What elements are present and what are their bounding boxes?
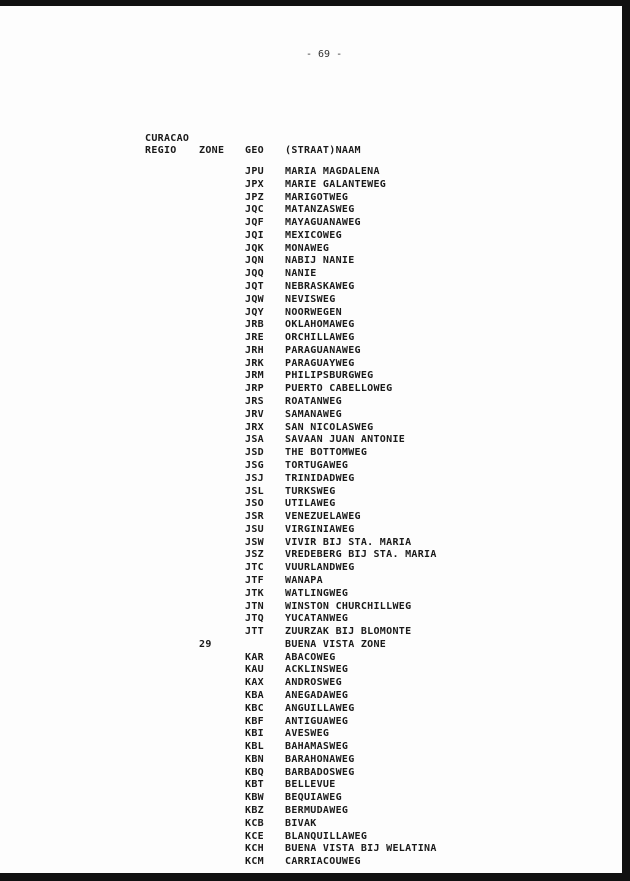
geo-code-cell: JQY xyxy=(245,306,264,318)
header-zone: ZONE xyxy=(199,145,225,156)
street-name-cell: VUURLANDWEG xyxy=(285,562,355,574)
geo-code-cell: JRK xyxy=(245,357,264,369)
geo-code-cell: JQC xyxy=(245,204,264,216)
geo-code-cell: JSL xyxy=(245,485,264,497)
street-name-cell: ANTIGUAWEG xyxy=(285,715,349,727)
geo-code-cell: JSW xyxy=(245,536,264,548)
street-name-cell: MATANZASWEG xyxy=(285,204,355,216)
street-name-cell: TORTUGAWEG xyxy=(285,459,349,471)
geo-code-cell: JRB xyxy=(245,319,264,331)
street-name-cell: MARIGOTWEG xyxy=(285,191,349,203)
geo-code-cell: KAX xyxy=(245,677,264,689)
geo-code-cell: JRE xyxy=(245,332,264,344)
street-name-cell: BARBADOSWEG xyxy=(285,766,355,778)
street-name-cell: VIVIR BIJ STA. MARIA xyxy=(285,536,412,548)
street-name-cell: THE BOTTOMWEG xyxy=(285,447,368,459)
geo-code-cell: KCB xyxy=(245,817,264,829)
geo-code-cell: KBN xyxy=(245,753,264,765)
street-name-cell: WATLINGWEG xyxy=(285,587,349,599)
street-name-cell: BERMUDAWEG xyxy=(285,805,349,816)
street-name-cell: PARAGUAYWEG xyxy=(285,357,355,369)
street-name-cell: ANDROSWEG xyxy=(285,677,342,689)
document-page xyxy=(0,6,622,873)
geo-code-cell: KBI xyxy=(245,728,264,740)
street-name-cell: WANAPA xyxy=(285,574,323,586)
geo-code-cell: KAR xyxy=(245,651,264,663)
geo-code-cell: JQF xyxy=(245,217,264,229)
street-name-cell: BIVAK xyxy=(285,817,317,829)
street-name-cell: VIRGINIAWEG xyxy=(285,523,355,535)
geo-code-cell: JTC xyxy=(245,562,264,574)
street-name-cell: CARRIACOUWEG xyxy=(285,856,361,868)
zone-cell: 29 xyxy=(199,638,212,650)
geo-code-cell: KBL xyxy=(245,741,264,753)
street-name-cell: PUERTO CABELLOWEG xyxy=(285,383,393,395)
street-name-cell: NOORWEGEN xyxy=(285,306,342,318)
geo-code-cell: JQN xyxy=(245,255,264,267)
street-name-cell: NEBRASKAWEG xyxy=(285,281,355,293)
street-name-cell: BUENA VISTA ZONE xyxy=(285,638,387,650)
geo-code-cell: JSJ xyxy=(245,472,264,484)
geo-code-cell: JQT xyxy=(245,281,264,293)
geo-code-cell: KAU xyxy=(245,664,264,676)
geo-code-cell: JSZ xyxy=(245,549,264,561)
geo-code-cell: JTF xyxy=(245,574,264,586)
street-name-cell: MAYAGUANAWEG xyxy=(285,217,361,229)
street-name-cell: NABIJ NANIE xyxy=(285,255,355,267)
geo-code-cell: KBQ xyxy=(245,766,264,778)
geo-code-cell: JSA xyxy=(245,434,264,446)
street-name-cell: ANGUILLAWEG xyxy=(285,702,355,714)
street-name-cell: BEQUIAWEG xyxy=(285,792,342,804)
geo-code-cell: JQK xyxy=(245,242,264,254)
geo-code-cell: KBT xyxy=(245,779,264,791)
geo-code-cell: KBF xyxy=(245,715,264,727)
street-name-cell: VENEZUELAWEG xyxy=(285,511,361,523)
geo-code-cell: JQI xyxy=(245,229,264,241)
street-name-cell: ZUURZAK BIJ BLOMONTE xyxy=(285,626,412,638)
geo-code-cell: JQW xyxy=(245,293,264,305)
geo-code-cell: KBZ xyxy=(245,805,264,816)
street-name-cell: ORCHILLAWEG xyxy=(285,332,355,344)
street-name-cell: BARAHONAWEG xyxy=(285,753,355,765)
geo-code-cell: JQQ xyxy=(245,268,264,280)
street-name-cell: AVESWEG xyxy=(285,728,330,740)
geo-code-cell: JRS xyxy=(245,396,264,408)
header-naam: (STRAAT)NAAM xyxy=(285,145,361,156)
region-title: CURACAO xyxy=(145,133,190,144)
geo-code-cell: JRV xyxy=(245,408,264,420)
geo-code-cell: JTT xyxy=(245,626,264,638)
header-regio: REGIO xyxy=(145,145,177,156)
street-name-cell: SAN NICOLASWEG xyxy=(285,421,374,433)
geo-code-cell: JTQ xyxy=(245,613,264,625)
geo-code-cell: KCM xyxy=(245,856,264,868)
street-name-cell: MARIE GALANTEWEG xyxy=(285,178,387,190)
geo-code-cell: JTN xyxy=(245,600,264,612)
street-name-cell: NANIE xyxy=(285,268,317,280)
street-name-cell: ANEGADAWEG xyxy=(285,689,349,701)
street-name-cell: MONAWEG xyxy=(285,242,330,254)
street-name-cell: MEXICOWEG xyxy=(285,229,342,241)
geo-code-cell: JSU xyxy=(245,523,264,535)
geo-code-cell: KCE xyxy=(245,830,264,842)
street-name-cell: TRINIDADWEG xyxy=(285,472,355,484)
geo-code-cell: KBC xyxy=(245,702,264,714)
geo-code-cell: KBW xyxy=(245,792,264,804)
street-name-cell: PHILIPSBURGWEG xyxy=(285,370,374,382)
geo-code-cell: JRH xyxy=(245,344,264,356)
street-name-cell: BUENA VISTA BIJ WELATINA xyxy=(285,843,437,855)
street-name-cell: TURKSWEG xyxy=(285,485,336,497)
street-name-cell: YUCATANWEG xyxy=(285,613,349,625)
street-name-cell: ROATANWEG xyxy=(285,396,342,408)
geo-code-cell: JSO xyxy=(245,498,264,510)
street-name-cell: BAHAMASWEG xyxy=(285,741,349,753)
street-name-cell: VREDEBERG BIJ STA. MARIA xyxy=(285,549,437,561)
geo-code-cell: JPU xyxy=(245,166,264,177)
geo-code-cell: JPZ xyxy=(245,191,264,203)
street-name-cell: ABACOWEG xyxy=(285,651,336,663)
geo-code-cell: KBA xyxy=(245,689,264,701)
street-name-cell: NEVISWEG xyxy=(285,293,336,305)
header-geo: GEO xyxy=(245,145,264,156)
geo-code-cell: JRP xyxy=(245,383,264,395)
street-name-cell: WINSTON CHURCHILLWEG xyxy=(285,600,412,612)
street-name-cell: BLANQUILLAWEG xyxy=(285,830,368,842)
geo-code-cell: JPX xyxy=(245,178,264,190)
street-name-cell: SAVAAN JUAN ANTONIE xyxy=(285,434,406,446)
street-name-cell: MARIA MAGDALENA xyxy=(285,166,380,177)
page-number: - 69 - xyxy=(306,49,343,60)
street-name-cell: UTILAWEG xyxy=(285,498,336,510)
street-name-cell: PARAGUANAWEG xyxy=(285,344,361,356)
street-name-cell: OKLAHOMAWEG xyxy=(285,319,355,331)
geo-code-cell: JSR xyxy=(245,511,264,523)
street-name-cell: BELLEVUE xyxy=(285,779,336,791)
street-name-cell: SAMANAWEG xyxy=(285,408,342,420)
geo-code-cell: JSG xyxy=(245,459,264,471)
street-name-cell: ACKLINSWEG xyxy=(285,664,349,676)
geo-code-cell: JSD xyxy=(245,447,264,459)
geo-code-cell: KCH xyxy=(245,843,264,855)
geo-code-cell: JRM xyxy=(245,370,264,382)
geo-code-cell: JRX xyxy=(245,421,264,433)
geo-code-cell: JTK xyxy=(245,587,264,599)
